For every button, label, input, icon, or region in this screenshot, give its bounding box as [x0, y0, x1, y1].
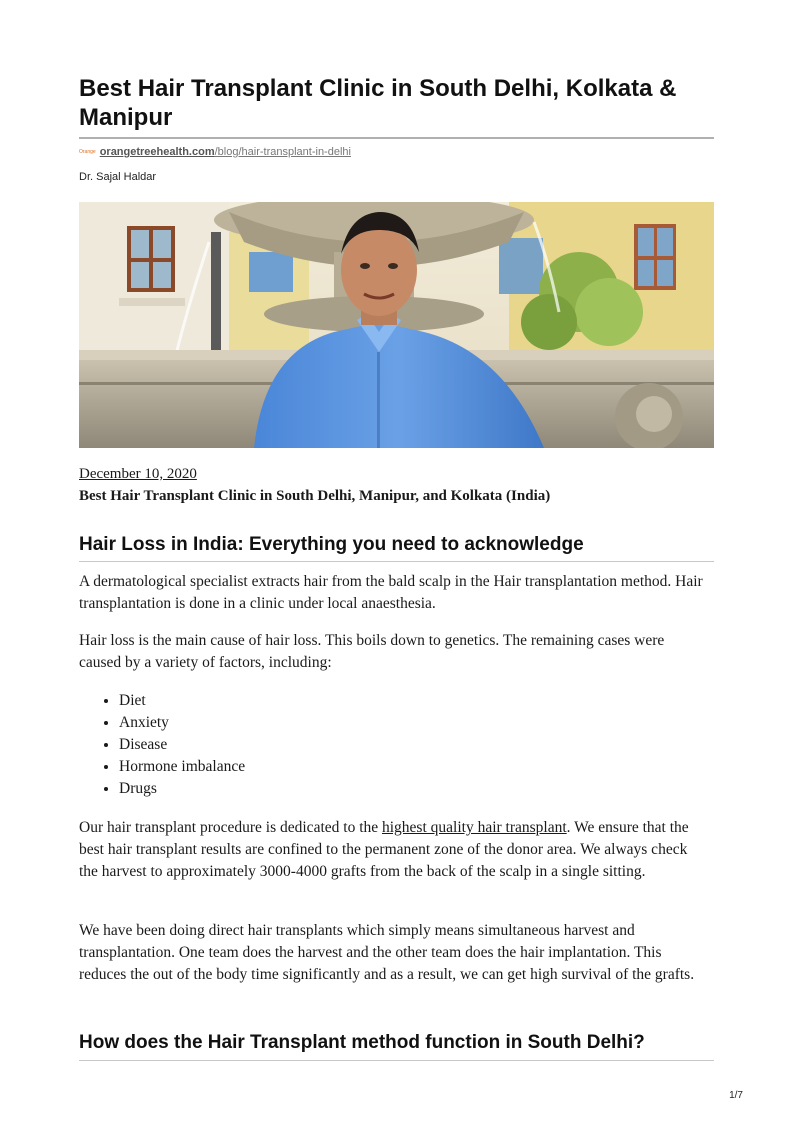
title-divider	[79, 137, 714, 139]
hero-photo	[79, 202, 714, 448]
author-name: Dr. Sajal Haldar	[79, 171, 157, 183]
section-divider	[79, 1060, 714, 1061]
paragraph-direct-transplant: We have been doing direct hair transplants which simply means simultaneous harvest and transplantation. One team does the harvest and the other team does the hair implantation. This reduces the out of the body time significantly and as a result, we can get high survival of the grafts.	[79, 922, 695, 983]
page-number: 1/7	[729, 1090, 743, 1101]
paragraph-procedure	[79, 817, 709, 883]
causes-list	[79, 690, 245, 800]
section-heading-hair-loss: Hair Loss in India: Everything you need to acknowledge	[79, 534, 584, 555]
paragraph-causes: Hair loss is the main cause of hair loss. This boils down to genetics. The remaining cases were caused by a variety of factors, including:	[79, 632, 665, 671]
list-item: • Diet	[119, 690, 245, 712]
paragraph-text: . We ensure that the best hair transplant results are confined to the permanent zone of the donor area. We always check the harvest to approximately 3000-4000 grafts from the back of the scalp in a single sitting.	[79, 819, 689, 880]
section-divider	[79, 561, 714, 562]
list-item: • Anxiety	[119, 712, 245, 734]
source-line	[79, 146, 351, 158]
paragraph-text: Our hair transplant procedure is dedicated to the	[79, 819, 382, 836]
quality-transplant-link[interactable]: highest quality hair transplant	[382, 819, 567, 836]
paragraph-intro: A dermatological specialist extracts hair from the bald scalp in the Hair transplantation method. Hair transplantation is done in a clinic under local anaesthesia.	[79, 573, 703, 612]
section-heading-how-it-works: How does the Hair Transplant method function in South Delhi?	[79, 1032, 645, 1053]
publish-date: December 10, 2020	[79, 466, 197, 482]
list-item: • Disease	[119, 734, 245, 756]
page-title: Best Hair Transplant Clinic in South Delhi, Kolkata & Manipur	[79, 75, 677, 131]
article-subtitle: Best Hair Transplant Clinic in South Delhi, Manipur, and Kolkata (India)	[79, 488, 551, 504]
list-item: • Drugs	[119, 778, 245, 800]
source-domain-link[interactable]: orangetreehealth.com	[99, 146, 215, 158]
site-logo: Orange	[79, 149, 96, 155]
list-item: • Hormone imbalance	[119, 756, 245, 778]
source-path-link[interactable]: /blog/hair-transplant-in-delhi	[214, 146, 351, 158]
